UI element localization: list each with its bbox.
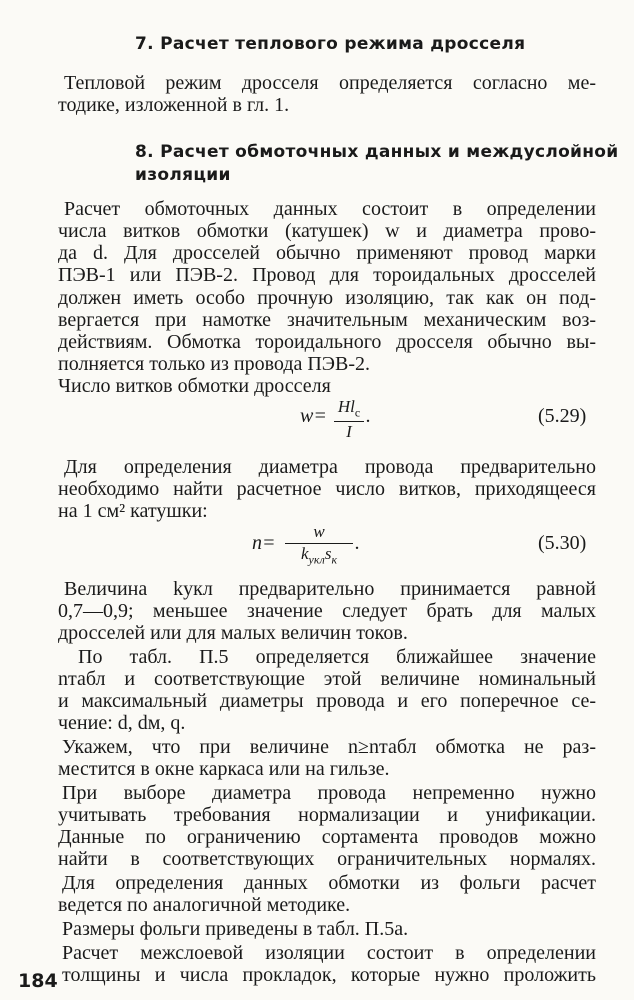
text-line: да d. Для дросселей обычно применяют провод марки [58, 242, 596, 264]
text-line: Число витков обмотки дросселя [58, 375, 331, 397]
text-line: Тепловой режим дросселя определяется согласно ме- [64, 72, 596, 94]
text-line: учитывать требования нормализации и унификации. [58, 804, 596, 826]
text-line: nтабл и соответствующие этой величине номинальный [58, 668, 596, 690]
text-line: По табл. П.5 определяется ближайшее значение [78, 646, 596, 668]
equation-lhs: w= [300, 405, 327, 427]
section-8-heading-cont: изоляции [135, 165, 231, 185]
text-line: Расчет межслоевой изоляции состоит в определении [62, 942, 596, 964]
text-line: и максимальный диаметры провода и его поперечное се- [58, 690, 596, 712]
equation-5-30 [252, 532, 276, 555]
text-line: Величина kукл предварительно принимается равной [64, 578, 596, 600]
text-line: Данные по ограничению сортамента проводов можно [58, 826, 596, 848]
text-line: Для определения данных обмотки из фольги расчет [62, 872, 596, 894]
text-line: на 1 см² катушки: [58, 500, 208, 522]
text-line: должен иметь особо прочную изоляцию, так как он под- [58, 287, 596, 309]
equation-lhs: n= [252, 532, 276, 554]
text-line: 0,7—0,9; меньшее значение следует брать для малых [58, 600, 596, 622]
text-line: Для определения диаметра провода предварительно [64, 456, 596, 478]
text-line: При выборе диаметра провода непременно нужно [62, 782, 596, 804]
text-line: ведется по аналогичной методике. [58, 894, 351, 916]
equation-fraction: w $k_{укл}s_к$ [285, 522, 353, 567]
equation-period: . [366, 405, 371, 427]
text-line: чение: d, dм, q. [58, 712, 186, 734]
text-line: местится в окне каркаса или на гильзе. [58, 758, 390, 780]
text-line: необходимо найти расчетное число витков, приходящееся [58, 478, 596, 500]
text-line: дросселей или для малых величин токов. [58, 622, 408, 644]
equation-5-29 [300, 405, 327, 428]
text-line: Расчет обмоточных данных состоит в определении [64, 198, 596, 220]
equation-fraction: $Hl_c$ I [334, 397, 364, 442]
text-line: Укажем, что при величине n≥nтабл обмотка не раз- [62, 736, 596, 758]
text-line: толщины и числа прокладок, которые нужно проложить [62, 964, 596, 986]
text-line: числа витков обмотки (катушек) w и диаметра прово- [58, 220, 596, 242]
text-line: ПЭВ-1 или ПЭВ-2. Провод для тороидальных дросселей [58, 264, 596, 286]
text-line: действиям. Обмотка тороидального дросселя обычно вы- [58, 331, 596, 353]
equation-number: (5.29) [538, 405, 587, 427]
page-number: 184 [18, 970, 58, 992]
section-7-heading: 7. Расчет теплового режима дросселя [135, 34, 526, 54]
text-line: найти в соответствующих ограничительных нормалях. [58, 848, 596, 870]
text-line: Размеры фольги приведены в табл. П.5а. [62, 918, 409, 940]
text-line: вергается при намотке значительным механическим воз- [58, 309, 596, 331]
equation-period: . [355, 532, 360, 554]
equation-number: (5.30) [538, 532, 587, 554]
text-line: полняется только из провода ПЭВ-2. [58, 353, 371, 375]
text-line: тодике, изложенной в гл. 1. [58, 94, 290, 116]
section-8-heading: 8. Расчет обмоточных данных и междуслойной [135, 142, 619, 162]
